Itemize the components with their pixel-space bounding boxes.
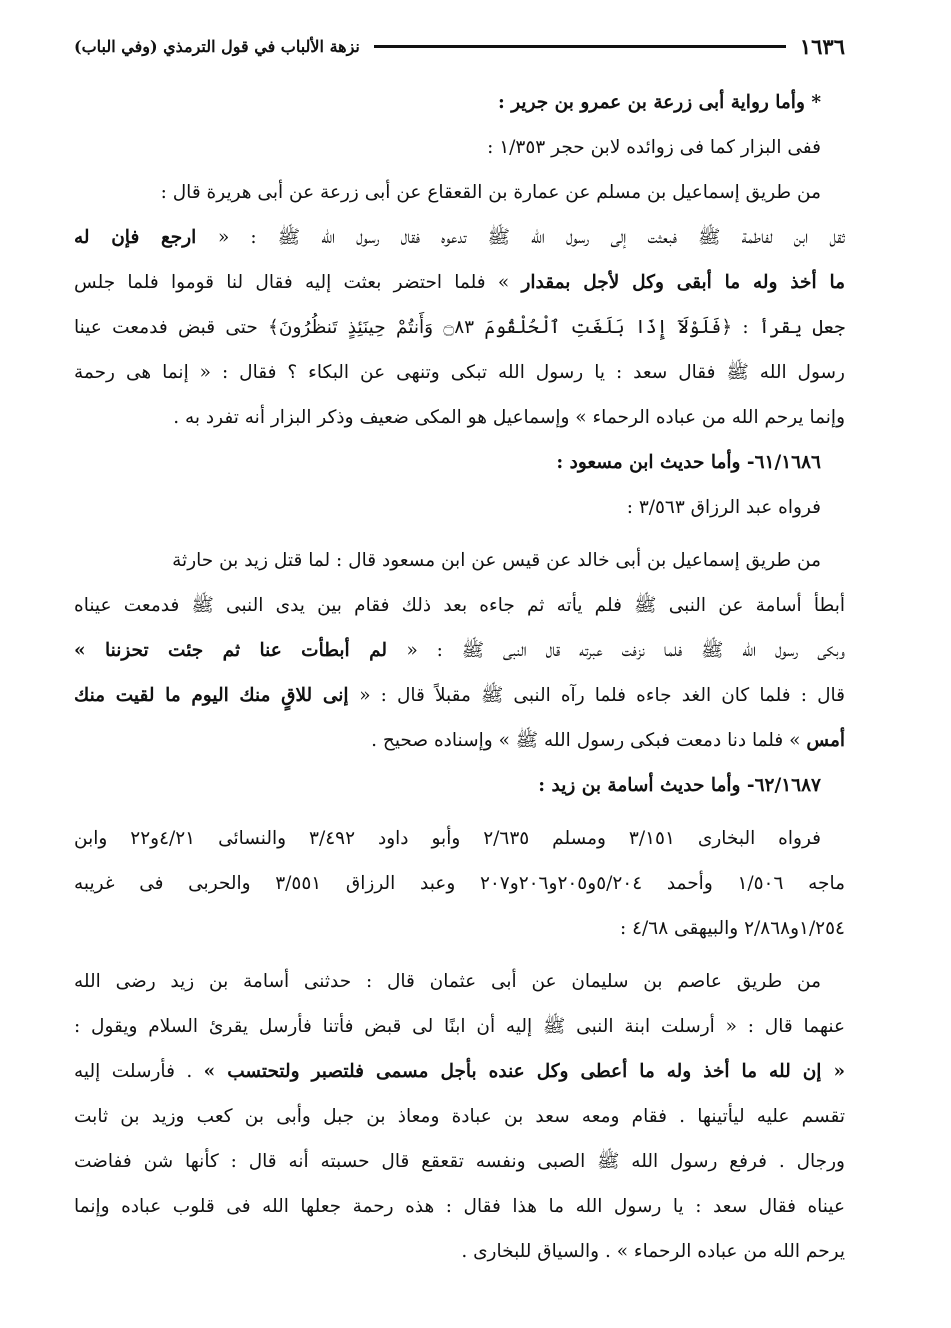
quran-verse-line: جعل يقرأ : ﴿فَلَوْلَآ إِذَا بَلَغَتِ ٱلْحُلْقُومَ ۝٨٣ وَأَنتُمْ حِينَئِذٍ تَنظُرُونَ﴾ حتى قبض فدمعت عينا (74, 317, 845, 338)
text-line: ما أخذ وله ما أبقى وكل لأجل بمقدار » فلما احتضر بعثت إليه فقال لنا قوموا فلما جلس (74, 272, 845, 293)
text-line: من طريق إسماعيل بن مسلم عن عمارة بن القعقاع عن أبى زرعة عن أبى هريرة قال : (160, 182, 821, 203)
text-line: « إن لله ما أخذ وله ما أعطى وكل عنده بأجل مسمى فلتصبر ولتحتسب » . فأرسلت إليه (74, 1061, 845, 1082)
source-line: ففى البزار كما فى زوائده لابن حجر ١/٣٥٣ : (487, 137, 821, 158)
running-title: نزهة الألباب في قول الترمذي (وفي الباب) (74, 36, 360, 56)
section-heading: ٦٢/١٦٨٧- وأما حديث أسامة بن زيد : (538, 775, 821, 796)
text-line: من طريق إسماعيل بن أبى خالد عن قيس عن ابن مسعود قال : لما قتل زيد بن حارثة (172, 550, 821, 571)
text-line: ثقل ابن لفاطمة ﷺ فبعثت إلى رسول الله ﷺ تدعوه فقال رسول الله ﷺ : « ارجع فإن له (74, 227, 845, 248)
text-line: من طريق عاصم بن سليمان عن أبى عثمان قال : حدثنى أسامة بن زيد رضى الله (74, 971, 821, 992)
text-line: ورجال . فرفع رسول الله ﷺ الصبى ونفسه تقعقع قال حسبته أنه قال : كأنها شن ففاضت (74, 1151, 845, 1172)
text-line: ماجه ١/٥٠٦ وأحمد ٥/٢٠٤و٢٠٥و٢٠٦و٢٠٧ وعبد الرزاق ٣/٥٥١ والحربى فى غريبه (74, 873, 845, 894)
section-ibn-masud (74, 440, 845, 763)
text-line: وإنما يرحم الله من عباده الرحماء » وإسماعيل هو المكى ضعيف وذكر البزار أنه تفرد به . (173, 407, 845, 428)
text-line: تقسم عليه ليأتينها . فقام ومعه سعد بن عبادة ومعاذ بن جبل وأبى بن كعب وزيد بن ثابت (74, 1106, 845, 1127)
source-line: فرواه عبد الرزاق ٣/٥٦٣ : (626, 497, 821, 518)
header-rule (374, 45, 786, 48)
text-line: قال : فلما كان الغد جاءه فلما رآه النبى ﷺ مقبلاً قال : « إنى للاقٍ منك اليوم ما لقيت منك (74, 685, 845, 706)
section-heading: * وأما رواية أبى زرعة بن عمرو بن جرير : (497, 92, 821, 113)
text-line: وبكى رسول الله ﷺ فلما نزفت عبرته قال النبى ﷺ : « لم أبطأت عنا ثم جئت تحزننا » (74, 640, 845, 661)
section-heading: ٦١/١٦٨٦- وأما حديث ابن مسعود : (556, 452, 821, 473)
section-usama (74, 763, 845, 1274)
text-line: عنهما قال : « أرسلت ابنة النبى ﷺ إليه أن ابنًا لى قبض فأتنا فأرسل يقرئ السلام ويقول : (74, 1016, 845, 1037)
page-number: ١٦٣٦ (799, 33, 845, 59)
text-line: ١/٢٥٤و٢/٨٦٨ والبيهقى ٤/٦٨ : (619, 918, 845, 939)
text-line: رسول الله ﷺ فقال سعد : يا رسول الله تبكى وتنهى عن البكاء ؟ فقال : « إنما هى رحمة (74, 362, 845, 383)
text-line: يرحم الله من عباده الرحماء » . والسياق للبخارى . (461, 1241, 845, 1262)
text-line: أمس » فلما دنا دمعت فبكى رسول الله ﷺ » وإسناده صحيح . (371, 730, 845, 751)
text-line: عيناه فقال سعد : يا رسول الله ما هذا فقال : هذه رحمة جعلها الله فى قلوب عباده وإنما (74, 1196, 845, 1217)
section-abu-zura (74, 80, 845, 440)
text-line: أبطأ أسامة عن النبى ﷺ فلم يأته ثم جاءه بعد ذلك فقام بين يدى النبى ﷺ فدمعت عيناه (74, 595, 845, 616)
running-header (74, 26, 845, 66)
text-line: فرواه البخارى ٣/١٥١ ومسلم ٢/٦٣٥ وأبو داود ٣/٤٩٢ والنسائى ٤/٢١و٢٢ وابن (74, 828, 821, 849)
